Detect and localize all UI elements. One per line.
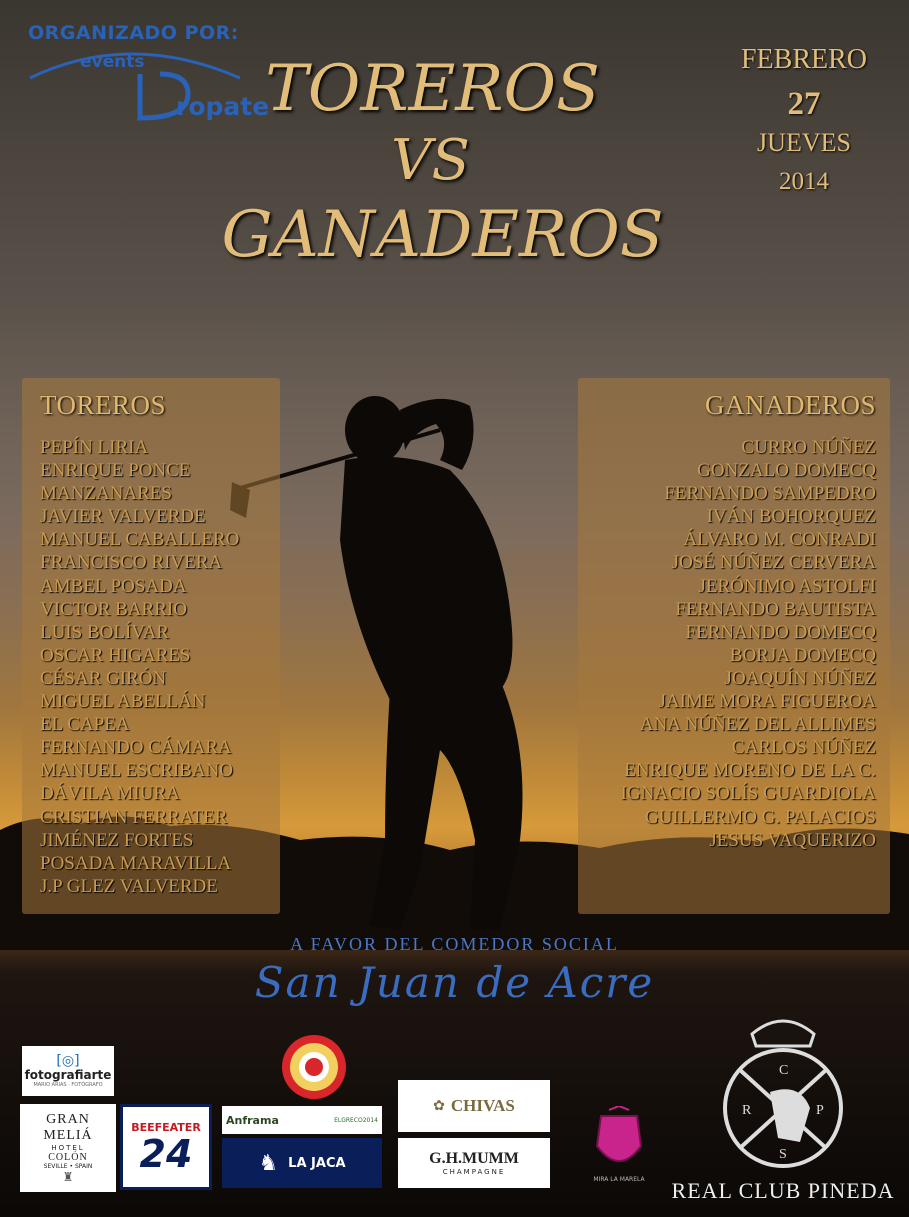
list-item: FRANCISCO RIVERA — [40, 552, 223, 574]
sponsor-fotografiarte — [22, 1046, 114, 1096]
list-item: JOSÉ NÚÑEZ CERVERA — [671, 552, 876, 574]
list-item: FERNANDO BAUTISTA — [675, 598, 876, 620]
sponsor-fotografiarte-sub: MARIO ARIAS · FOTÓGRAFO — [33, 1082, 103, 1088]
sponsor-mumm-sub: CHAMPAGNE — [442, 1168, 506, 1176]
organizer-label: ORGANIZADO POR: — [28, 22, 239, 44]
sponsor-beefeater-number: 24 — [139, 1131, 193, 1176]
list-item: JAIME MORA FIGUEROA — [658, 691, 876, 713]
sponsor-la-jaca — [222, 1138, 382, 1188]
list-item: JERÓNIMO ASTOLFI — [698, 575, 876, 597]
sponsor-fotografiarte-name: fotografiarte — [24, 1068, 112, 1082]
toreros-panel — [22, 378, 280, 914]
leading-hotels-icon: ♜ — [62, 1170, 74, 1184]
list-item: JIMÉNEZ FORTES — [40, 829, 194, 851]
list-item: AMBEL POSADA — [40, 575, 187, 597]
camera-icon: [◎] — [56, 1053, 80, 1069]
date-day: 27 — [787, 86, 821, 122]
sponsor-chivas — [398, 1080, 550, 1132]
list-item: FERNANDO DOMECQ — [685, 621, 876, 643]
list-item: ENRIQUE PONCE — [40, 460, 191, 482]
list-item: JOAQUÍN NÚÑEZ — [724, 667, 876, 689]
list-item: IVÁN BOHORQUEZ — [706, 506, 876, 528]
sponsor-mumm-name: G.H.MUMM — [429, 1150, 519, 1167]
date-month: FEBRERO — [740, 44, 868, 75]
pineda-letter-s: S — [779, 1147, 787, 1162]
sponsor-real-club-pineda — [660, 1012, 906, 1202]
list-item: MANUEL ESCRIBANO — [40, 760, 233, 782]
sponsor-anframa-name: Anframa — [226, 1113, 279, 1127]
list-item: MANUEL CABALLERO — [40, 529, 240, 551]
list-item: MANZANARES — [40, 483, 172, 505]
sponsor-anframa — [222, 1106, 382, 1134]
sponsor-marela-name: MIRA LA MARELA — [593, 1176, 645, 1183]
sponsor-gran-melia-city: SEVILLE • SPAIN — [43, 1163, 93, 1170]
list-item: BORJA DOMECQ — [729, 644, 876, 666]
title-vs: VS — [391, 128, 470, 193]
list-item: J.P GLEZ VALVERDE — [40, 875, 218, 897]
title-ganaderos: GANADEROS — [221, 198, 664, 272]
pineda-letter-c: C — [779, 1063, 789, 1078]
sponsor-la-jaca-name: LA JACA — [288, 1155, 346, 1171]
sponsor-marela — [586, 1106, 652, 1196]
organizer-logo-brand: ropate — [176, 92, 270, 121]
list-item: ÁLVARO M. CONRADI — [683, 529, 876, 551]
pineda-letter-p: P — [816, 1103, 824, 1118]
list-item: CARLOS NÚÑEZ — [731, 737, 876, 759]
medal-icon — [275, 1032, 353, 1102]
list-item: CURRO NÚÑEZ — [741, 437, 876, 458]
list-item: POSADA MARAVILLA — [40, 852, 232, 874]
list-item: EL CAPEA — [40, 714, 130, 736]
toreros-list — [40, 436, 239, 898]
organizer-logo-events: events — [80, 52, 145, 72]
ganaderos-heading: GANADEROS — [704, 390, 876, 420]
chivas-crest-icon: ✿ — [433, 1098, 445, 1114]
ganaderos-list — [621, 436, 876, 852]
pineda-crest-icon — [660, 1012, 906, 1172]
date-year: 2014 — [779, 168, 829, 195]
sponsor-beefeater-name: BEEFEATER — [131, 1120, 201, 1134]
date-weekday: JUEVES — [757, 128, 851, 157]
sponsor-gran-melia-name: GRAN MELIÁ — [43, 1112, 93, 1143]
list-item: IGNACIO SOLÍS GUARDIOLA — [620, 783, 876, 805]
list-item: JAVIER VALVERDE — [40, 506, 206, 528]
list-item: FERNANDO SAMPEDRO — [664, 483, 876, 505]
sponsor-beefeater — [120, 1104, 212, 1190]
sponsor-gran-melia — [20, 1104, 116, 1192]
sponsor-chivas-name: CHIVAS — [450, 1096, 515, 1115]
list-item: VICTOR BARRIO — [40, 598, 187, 620]
list-item: GUILLERMO G. PALACIOS — [644, 806, 876, 828]
horse-rider-icon: ♞ — [258, 1150, 279, 1176]
list-item: ANA NÚÑEZ DEL ALLIMES — [639, 714, 876, 736]
sponsor-gran-melia-hotel: HOTEL — [51, 1144, 85, 1152]
list-item: PEPÍN LIRIA — [40, 437, 149, 458]
list-item: ENRIQUE MORENO DE LA C. — [624, 760, 876, 782]
list-item: CRISTIAN FERRATER — [40, 806, 228, 828]
list-item: JESUS VAQUERIZO — [709, 829, 876, 851]
list-item: LUIS BOLÍVAR — [40, 621, 169, 643]
title-toreros: TOREROS — [265, 52, 600, 126]
toreros-heading: TOREROS — [40, 390, 167, 420]
sponsor-pineda-name: REAL CLUB PINEDA — [671, 1178, 895, 1203]
list-item: FERNANDO CÁMARA — [40, 737, 232, 759]
charity-name: San Juan de Acre — [254, 958, 655, 1007]
charity-line: A FAVOR DEL COMEDOR SOCIAL — [290, 934, 619, 954]
list-item: GONZALO DOMECQ — [697, 460, 876, 482]
ganaderos-panel — [578, 378, 890, 914]
list-item: CÉSAR GIRÓN — [40, 667, 167, 689]
sponsor-mumm — [398, 1138, 550, 1188]
pineda-letter-r: R — [742, 1103, 752, 1118]
sponsor-elgreco: ELGRECO2014 — [334, 1116, 378, 1124]
list-item: DÁVILA MIURA — [40, 783, 180, 805]
list-item: MIGUEL ABELLÁN — [40, 691, 206, 713]
marela-crest-icon — [591, 1106, 647, 1176]
list-item: OSCAR HIGARES — [40, 644, 191, 666]
sponsor-gran-melia-colon: COLÓN — [48, 1152, 88, 1163]
